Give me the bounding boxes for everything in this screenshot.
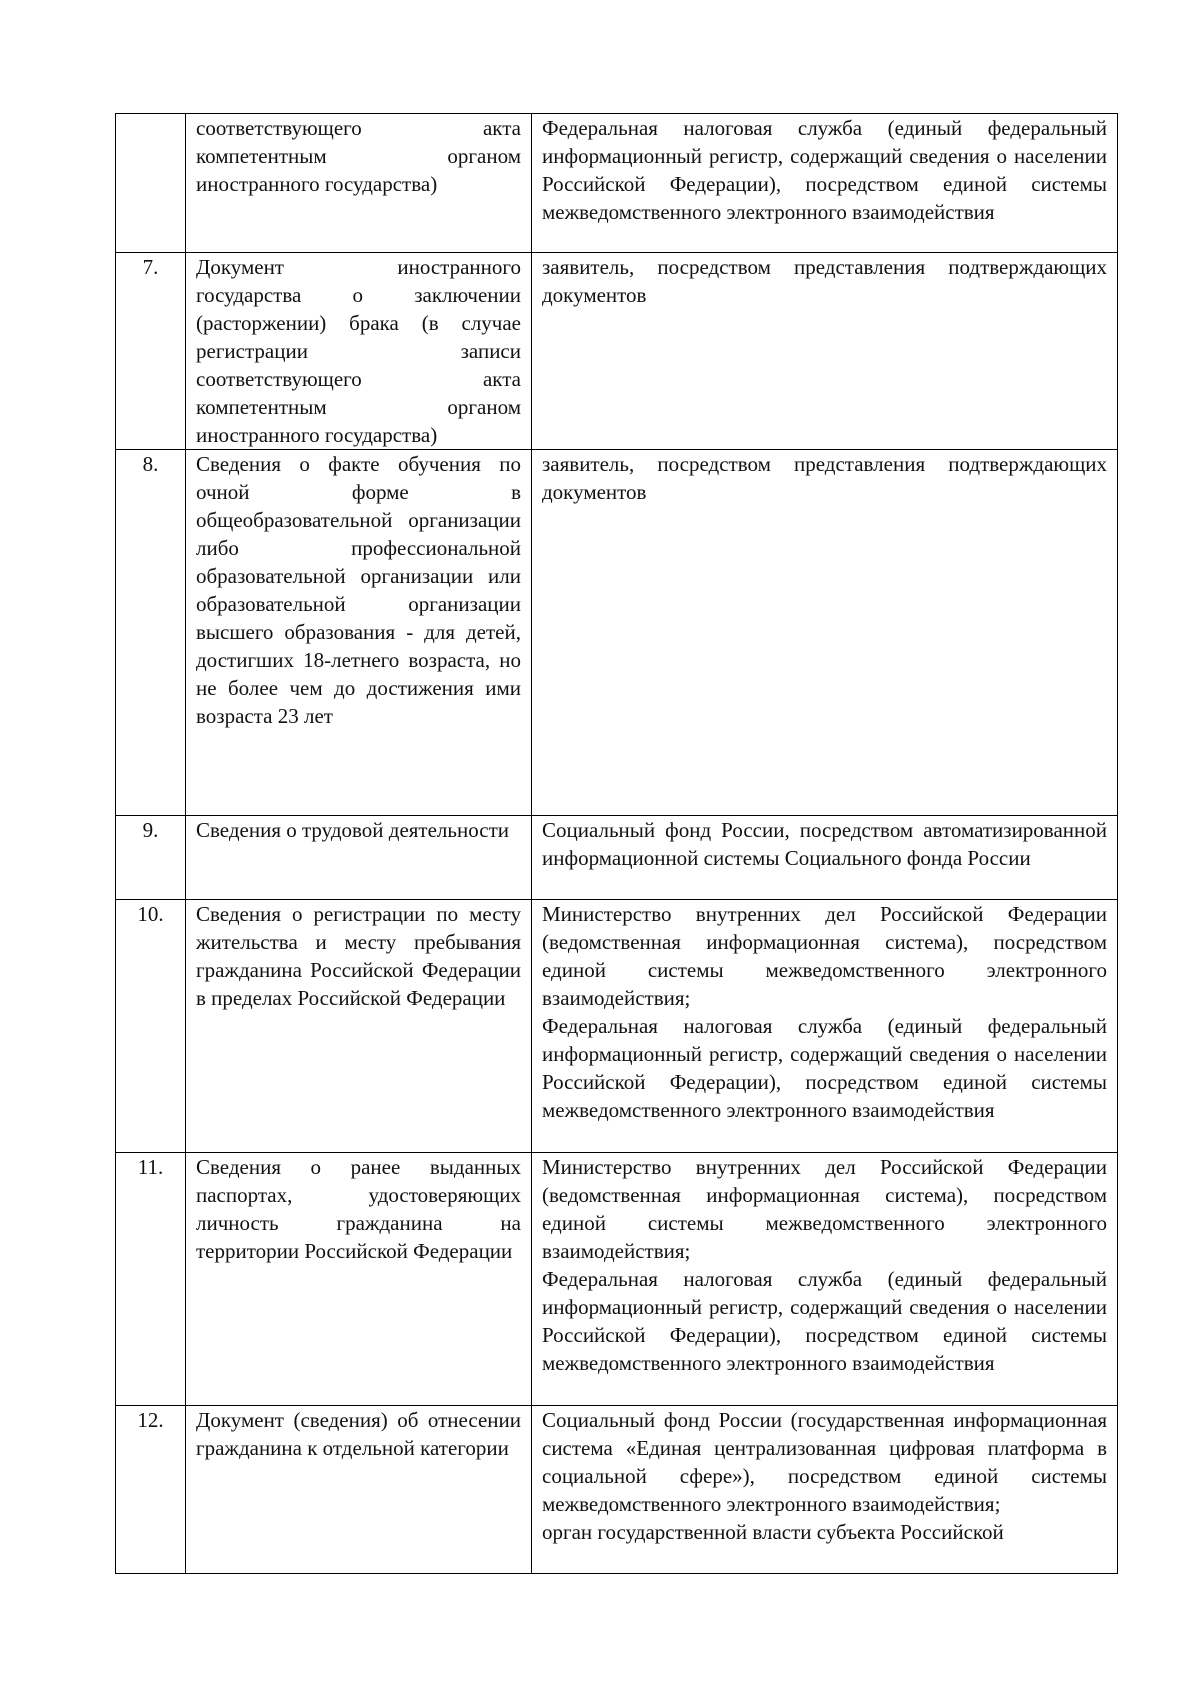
table-row: [116, 900, 1118, 1153]
documents-table: [115, 113, 1118, 1574]
row-number: 11.: [116, 1153, 186, 1406]
row-number: 7.: [116, 253, 186, 450]
row-number: 8.: [116, 450, 186, 816]
document-name: Сведения о трудовой деятельности: [186, 816, 532, 900]
document-name: Документ иностранного государства о заключении (расторжении) брака (в случае регистрации записи соответствующего акта компетентным органом иностранного государства): [186, 253, 532, 450]
table-row: [116, 114, 1118, 253]
row-number: [116, 114, 186, 253]
information-source: Федеральная налоговая служба (единый федеральный информационный регистр, содержащий сведения о населении Российской Федерации), посредством единой системы межведомственного электронного взаимодействия: [532, 114, 1118, 253]
document-name: Сведения о ранее выданных паспортах, удостоверяющих личность гражданина на территории Российской Федерации: [186, 1153, 532, 1406]
document-name: Сведения о регистрации по месту жительства и месту пребывания гражданина Российской Федерации в пределах Российской Федерации: [186, 900, 532, 1153]
table-row: [116, 253, 1118, 450]
row-number: 10.: [116, 900, 186, 1153]
information-source: Социальный фонд России (государственная информационная система «Единая централизованная цифровая платформа в социальной сфере»), посредством единой системы межведомственного электронного взаимодействия; орган государственной власти субъекта Российской: [532, 1406, 1118, 1574]
information-source: заявитель, посредством представления подтверждающих документов: [532, 253, 1118, 450]
table-row: [116, 450, 1118, 816]
document-name: Сведения о факте обучения по очной форме в общеобразовательной организации либо профессиональной образовательной организации или образовательной организации высшего образования - для детей, достигших 18-летнего возраста, но не более чем до достижения ими возраста 23 лет: [186, 450, 532, 816]
row-number: 9.: [116, 816, 186, 900]
information-source: Социальный фонд России, посредством автоматизированной информационной системы Социального фонда России: [532, 816, 1118, 900]
document-name: Документ (сведения) об отнесении гражданина к отдельной категории: [186, 1406, 532, 1574]
table-row: [116, 1406, 1118, 1574]
table-row: [116, 816, 1118, 900]
information-source: заявитель, посредством представления подтверждающих документов: [532, 450, 1118, 816]
document-name: соответствующего акта компетентным органом иностранного государства): [186, 114, 532, 253]
information-source: Министерство внутренних дел Российской Федерации (ведомственная информационная система), посредством единой системы межведомственного электронного взаимодействия; Федеральная налоговая служба (единый федеральный информационный регистр, содержащий сведения о населении Российской Федерации), посредством единой системы межведомственного электронного взаимодействия: [532, 900, 1118, 1153]
table-row: [116, 1153, 1118, 1406]
row-number: 12.: [116, 1406, 186, 1574]
information-source: Министерство внутренних дел Российской Федерации (ведомственная информационная система), посредством единой системы межведомственного электронного взаимодействия; Федеральная налоговая служба (единый федеральный информационный регистр, содержащий сведения о населении Российской Федерации), посредством единой системы межведомственного электронного взаимодействия: [532, 1153, 1118, 1406]
